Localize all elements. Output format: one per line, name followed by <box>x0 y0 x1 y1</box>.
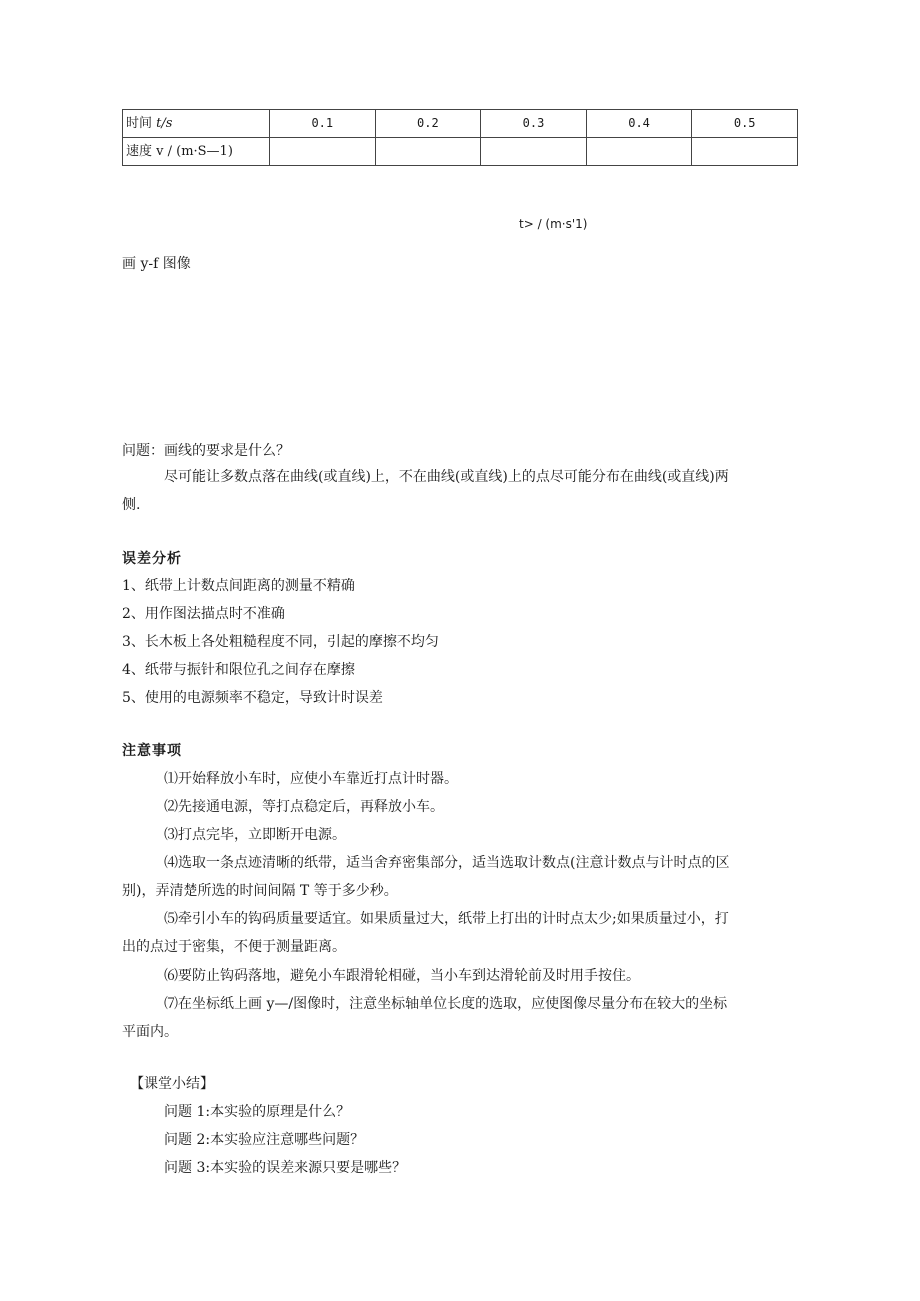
list-item: 3、长木板上各处粗糙程度不同，引起的摩擦不均匀 <box>122 634 439 650</box>
velocity-cell <box>586 138 692 166</box>
list-item: 5、使用的电源频率不稳定，导致计时误差 <box>122 690 383 706</box>
velocity-cell <box>375 138 481 166</box>
table-row <box>123 138 798 166</box>
notes-title: 注意事项 <box>122 743 182 759</box>
list-item: 2、用作图法描点时不准确 <box>122 606 285 622</box>
question-line: 问题：画线的要求是什么？ <box>122 443 290 459</box>
summary-question: 问题 3:本实验的误差来源只要是哪些？ <box>164 1160 407 1176</box>
summary-title: 【课堂小结】 <box>130 1076 214 1092</box>
time-header-cell <box>123 110 270 138</box>
list-item: ⑴开始释放小车时，应使小车靠近打点计时器。 <box>164 771 458 787</box>
list-item: 1、纸带上计数点间距离的测量不精确 <box>122 578 355 594</box>
velocity-axis-label: t> / (m·s'1) <box>519 217 588 231</box>
list-item: 平面内。 <box>122 1024 178 1040</box>
velocity-header-cell: 速度 v / (m·S—1) <box>123 138 270 166</box>
table-row <box>123 110 798 138</box>
summary-question: 问题 1:本实验的原理是什么？ <box>164 1104 351 1120</box>
time-velocity-table <box>122 109 798 166</box>
time-cell: 0.5 <box>692 110 798 138</box>
list-item: 4、纸带与振针和限位孔之间存在摩擦 <box>122 662 355 678</box>
list-item: 别)，弄清楚所选的时间间隔 T 等于多少秒。 <box>122 883 398 899</box>
velocity-cell <box>270 138 376 166</box>
answer-line: 侧. <box>122 497 141 513</box>
summary-question: 问题 2:本实验应注意哪些问题？ <box>164 1132 365 1148</box>
graph-instruction: 画 y-f 图像 <box>122 256 191 272</box>
list-item: ⑺在坐标纸上画 y—/图像时，注意坐标轴单位长度的选取，应使图像尽量分布在较大的坐标 <box>164 996 728 1012</box>
time-cell: 0.4 <box>586 110 692 138</box>
time-header-label: 时间 <box>126 116 157 131</box>
answer-line: 尽可能让多数点落在曲线(或直线)上，不在曲线(或直线)上的点尽可能分布在曲线(或直线)两 <box>164 469 729 485</box>
list-item: ⑸牵引小车的钩码质量要适宜。如果质量过大，纸带上打出的计时点太少;如果质量过小，打 <box>164 911 729 927</box>
time-header-unit: t/s <box>156 116 173 131</box>
time-cell: 0.2 <box>375 110 481 138</box>
error-analysis-title: 误差分析 <box>122 551 182 567</box>
list-item: ⑷选取一条点迹清晰的纸带，适当舍弃密集部分，适当选取计数点(注意计数点与计时点的区 <box>164 855 730 871</box>
list-item: ⑹要防止钩码落地，避免小车跟滑轮相碰，当小车到达滑轮前及时用手按住。 <box>164 968 640 984</box>
velocity-cell <box>481 138 587 166</box>
velocity-cell <box>692 138 798 166</box>
time-cell: 0.3 <box>481 110 587 138</box>
list-item: ⑵先接通电源，等打点稳定后，再释放小车。 <box>164 799 444 815</box>
time-cell: 0.1 <box>270 110 376 138</box>
list-item: 出的点过于密集，不便于测量距离。 <box>122 939 346 955</box>
list-item: ⑶打点完毕，立即断开电源。 <box>164 827 346 843</box>
